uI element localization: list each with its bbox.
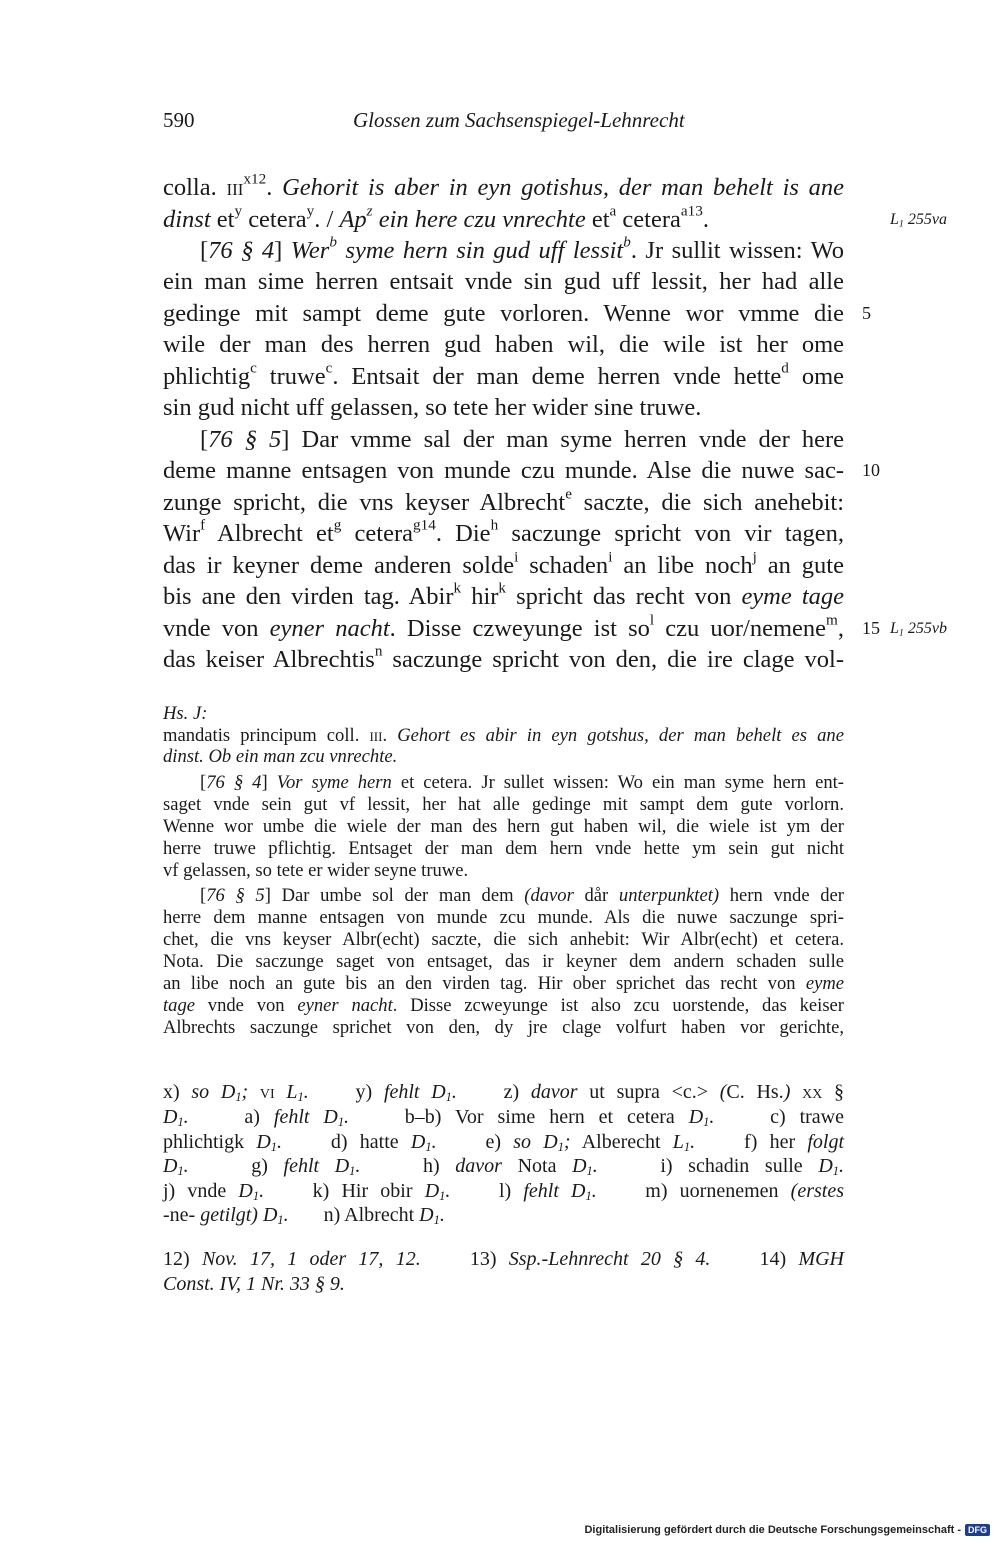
main-text-line: zunge spricht, die vns keyser Albrecht$^e$ saczte, die sich anehebit: [163, 485, 845, 516]
apparatus-line: x) so $D_1$; vi $L_1$. y) fehlt $D_1$. z) davor ut supra <c.> (C. Hs.) xx § [163, 1081, 845, 1105]
main-text-line: vnde von eyner nacht. Disse czweyunge ist $so^l$ czu uor/nemene$^m$, [163, 611, 844, 642]
main-text-line: colla. iii$^{x12}$. Gehorit is aber in eyn gotishus, der man behelt is ane [163, 170, 844, 201]
digitization-credit [584, 1524, 990, 1536]
main-text-line: phlichtig$^c$ truwe$^c$. Entsait der man deme herren vnde hette$^d$ ome [163, 359, 844, 390]
apparatus-line: $D_1$. a) fehlt $D_1$. b–b) Vor sime hern et cetera $D_1$. c) trawe [163, 1106, 844, 1130]
variant-line: an libe noch an gute bis an den virden tag. Hir ober sprichet das recht von eyme [163, 973, 844, 994]
variant-line: tage vnde von eyner nacht. Disse zcweyunge ist also zcu uorstende, das keiser [163, 995, 844, 1016]
apparatus-line: phlichtigk $D_1$. d) hatte $D_1$. e) so $D_1$; Alberecht $L_1$. f) her folgt [163, 1131, 845, 1155]
main-text-line: das keiser Albrechtis$^n$ saczunge spricht von den, die ire clage vol- [163, 642, 844, 673]
main-text-line: dinst $et^y$ cetera$^y$. / Ap$^z$ ein here czu vnrechte $et^a$ cetera$^{a13}$. [163, 202, 709, 233]
variant-line: Nota. Die saczunge saget von entsaget, das ir keyner dem andern schaden sulle [163, 951, 844, 972]
source-note-line: 12) Nov. 17, 1 oder 17, 12. 13) Ssp.-Lehnrecht 20 § 4. 14) MGH [163, 1248, 844, 1270]
main-text-line: sin gud nicht uff gelassen, so tete her wider sine truwe. [163, 394, 702, 421]
apparatus-line: j) vnde $D_1$. k) Hir obir $D_1$. l) fehlt $D_1$. m) uornenemen (erstes [163, 1180, 844, 1204]
variant-line: herre dem manne entsagen von munde zcu munde. Als die nuwe saczunge spri- [163, 907, 844, 928]
main-text-line: Wir$^f$ Albrecht $et^g$ cetera$^{g14}$. Die$^h$ saczunge spricht von vir tagen, [163, 516, 845, 547]
credit-text: Digitalisierung gefördert durch die Deutsche Forschungsgemeinschaft - [584, 1524, 961, 1536]
source-note-line: Const. IV, 1 Nr. 33 § 9. [163, 1273, 345, 1295]
main-text-line: gedinge mit sampt deme gute vorloren. Wenne wor vmme die [163, 300, 844, 327]
variant-heading: Hs. J: [163, 703, 208, 724]
margin-line-number: 10 [862, 460, 880, 480]
main-text-line: [76 § 5] Dar vmme sal der man syme herren vnde der here [200, 426, 845, 453]
dfg-logo: DFG [965, 1524, 990, 1536]
margin-line-number: 5 [862, 303, 871, 323]
variant-line: dinst. Ob ein man zcu vnrechte. [163, 746, 398, 767]
main-text-line: deme manne entsagen von munde czu munde. Alse die nuwe sac- [163, 457, 844, 484]
apparatus-line: $D_1$. g) fehlt $D_1$. h) davor Nota $D_1$. i) schadin sulle $D_1$. [163, 1155, 844, 1179]
margin-siglum: $L_1$ 255va [890, 211, 947, 230]
apparatus-line: -ne- getilgt) $D_1$. n) Albrecht $D_1$. [163, 1204, 445, 1228]
variant-line: mandatis principum coll. iii. Gehort es abir in eyn gotshus, der man behelt es ane [163, 725, 844, 746]
margin-line-number: 15 [862, 618, 880, 638]
variant-line: [76 § 4] Vor syme hern et cetera. Jr sullet wissen: Wo ein man syme hern ent- [200, 772, 845, 793]
variant-line: vf gelassen, so tete er wider seyne truwe. [163, 860, 469, 881]
variant-line: saget vnde sein gut vf lessit, her hat alle gedinge mit sampt dem gute vorlorn. [163, 794, 844, 815]
variant-line: Wenne wor umbe die wiele der man des hern gut haben wil, die wiele ist ym der [163, 816, 844, 837]
main-text-line: das ir keyner deme anderen solde$^i$ schaden$^i$ an libe noch$^j$ an gute [163, 548, 844, 579]
variant-line: herre truwe pflichtig. Entsaget der man dem hern vnde hette ym sein gut nicht [163, 838, 844, 859]
running-title: Glossen zum Sachsenspiegel-Lehnrecht [353, 108, 685, 132]
variant-line: chet, die vns keyser Albr(echt) saczte, die sich anhebit: Wir Albr(echt) et cetera. [163, 929, 844, 950]
main-text-line: wile der man des herren gud haben wil, die wile ist her ome [163, 331, 844, 358]
margin-siglum: $L_1$ 255vb [890, 620, 947, 639]
variant-line: [76 § 5] Dar umbe sol der man dem (davor dår unterpunktet) hern vnde der [200, 885, 845, 906]
variant-line: Albrechts saczunge sprichet von den, dy jre clage volfurt haben vor gerichte, [163, 1017, 844, 1038]
main-text-line: [76 § 4] Wer$^b$ syme hern sin gud uff lessit$^b$. Jr sullit wissen: Wo [200, 233, 844, 264]
main-text-line: ein man sime herren entsait vnde sin gud uff lessit, her had alle [163, 268, 844, 295]
page-number: 590 [163, 108, 195, 132]
main-text-line: bis ane den virden tag. Abir$^k$ hir$^k$ spricht das recht von eyme tage [163, 579, 845, 610]
